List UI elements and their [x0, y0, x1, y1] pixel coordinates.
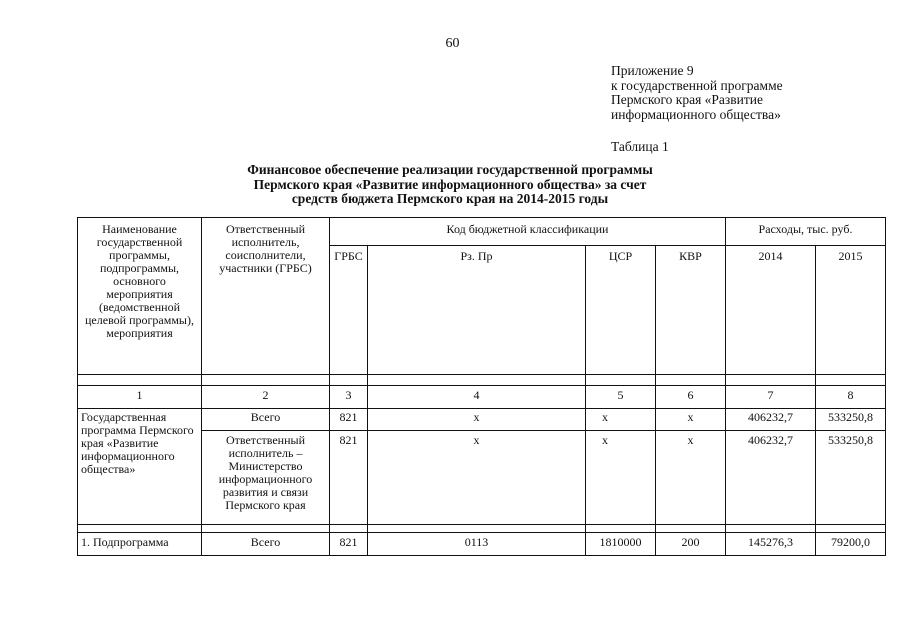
column-number-row: [78, 386, 886, 409]
spacer-row: [78, 375, 886, 386]
header-budget-code: Код бюджетной классификации: [330, 218, 726, 246]
subprogram-name: 1. Подпрограмма: [78, 533, 202, 556]
csr-cell: х: [586, 409, 656, 431]
header-row: [78, 218, 886, 246]
header-csr: ЦСР: [586, 246, 656, 375]
program-name: Государственная программа Пермского края «Развитие информационного общества»: [78, 409, 202, 525]
column-number: 7: [726, 386, 816, 409]
csr-cell: 1810000: [586, 533, 656, 556]
column-number: 1: [78, 386, 202, 409]
column-number: 8: [816, 386, 886, 409]
rz-pr-cell: х: [368, 431, 586, 525]
header-2015: 2015: [816, 246, 886, 375]
header-expenses: Расходы, тыс. руб.: [726, 218, 886, 246]
heading-line: Финансовое обеспечение реализации государственной программы: [247, 162, 653, 177]
appendix-block: [611, 64, 783, 122]
financing-table: [77, 217, 886, 556]
appendix-line: информационного общества»: [611, 106, 781, 122]
heading-line: средств бюджета Пермского края на 2014-2015 годы: [291, 191, 609, 206]
expense-2015-cell: 533250,8: [816, 431, 886, 525]
header-grbs: ГРБС: [330, 246, 368, 375]
executor-cell: Всего: [202, 409, 330, 431]
appendix-line: Приложение 9: [611, 63, 694, 78]
document-heading: [180, 163, 720, 207]
expense-2015-cell: 533250,8: [816, 409, 886, 431]
appendix-line: к государственной программе: [611, 77, 783, 93]
column-number: 2: [202, 386, 330, 409]
executor-cell: Ответственный исполнитель – Министерство информационного развития и связи Пермского края: [202, 431, 330, 525]
executor-cell: Всего: [202, 533, 330, 556]
kvr-cell: 200: [656, 533, 726, 556]
kvr-cell: х: [656, 431, 726, 525]
header-name: Наименование государственной программы, подпрограммы, основного мероприятия (ведомственной целевой программы), мероприятия: [78, 218, 202, 375]
header-rz-pr: Рз. Пр: [368, 246, 586, 375]
column-number: 6: [656, 386, 726, 409]
appendix-line: Пермского края «Развитие: [611, 92, 763, 107]
expense-2014-cell: 145276,3: [726, 533, 816, 556]
page-number: 60: [445, 36, 460, 51]
grbs-cell: 821: [330, 533, 368, 556]
header-2014: 2014: [726, 246, 816, 375]
expense-2015-cell: 79200,0: [816, 533, 886, 556]
header-kvr: КВР: [656, 246, 726, 375]
header-executor: Ответственный исполнитель, соисполнители, участники (ГРБС): [202, 218, 330, 375]
rz-pr-cell: х: [368, 409, 586, 431]
expense-2014-cell: 406232,7: [726, 409, 816, 431]
column-number: 3: [330, 386, 368, 409]
grbs-cell: 821: [330, 431, 368, 525]
spacer-row: [78, 525, 886, 533]
grbs-cell: 821: [330, 409, 368, 431]
expense-2014-cell: 406232,7: [726, 431, 816, 525]
heading-line: Пермского края «Развитие информационного общества» за счет: [253, 176, 647, 192]
csr-cell: х: [586, 431, 656, 525]
table-row: [78, 533, 886, 556]
table-label: Таблица 1: [611, 139, 669, 154]
kvr-cell: х: [656, 409, 726, 431]
column-number: 4: [368, 386, 586, 409]
column-number: 5: [586, 386, 656, 409]
table-row: [78, 409, 886, 431]
rz-pr-cell: 0113: [368, 533, 586, 556]
